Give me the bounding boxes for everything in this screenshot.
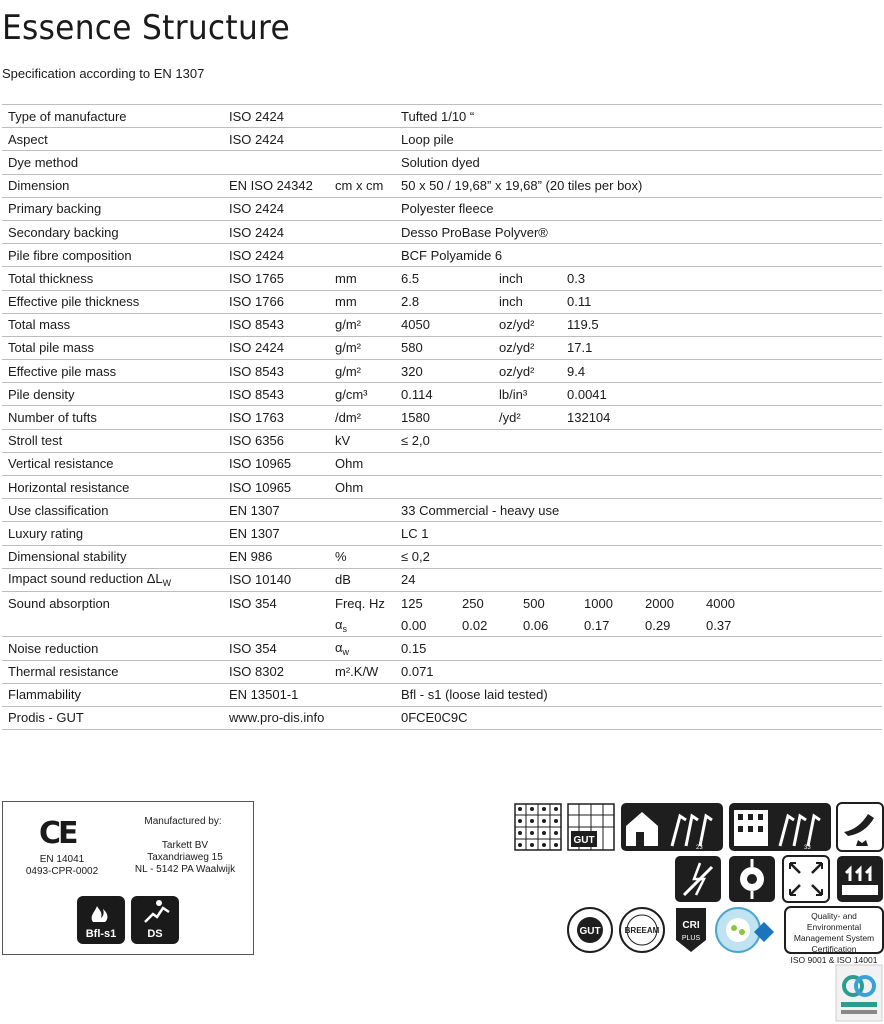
freq-value: 125 [401, 595, 423, 611]
row-value: LC 1 [395, 522, 882, 545]
row-value-imperial: 0.0041 [567, 386, 607, 402]
row-value: 50 x 50 / 19,68” x 19,68” (20 tiles per box) [395, 174, 882, 197]
fire-class-label: Bfl-s1 [85, 928, 117, 940]
qm-line-2: Management System Certification [793, 933, 875, 954]
row-value: Desso ProBase Polyver® [395, 220, 882, 243]
row-value: 0.114 [401, 386, 433, 402]
row-norm: ISO 2424 [223, 336, 329, 359]
table-row [2, 591, 882, 614]
row-norm: ISO 2424 [223, 128, 329, 151]
cri-text: CRI [682, 920, 700, 931]
table-row [2, 383, 882, 406]
row-label: Total thickness [2, 267, 223, 290]
row-unit-imperial: /yd² [499, 410, 521, 426]
row-unit [329, 522, 395, 545]
table-row [2, 406, 882, 429]
table-row [2, 174, 882, 197]
underfloor-heating-icon [836, 855, 884, 903]
cri-green-label-icon [674, 906, 708, 954]
qm-line-1: Quality- and Environmental [806, 911, 862, 932]
noise-unit: α [335, 639, 343, 655]
row-unit [329, 128, 395, 151]
row-value: 33 Commercial - heavy use [395, 499, 882, 522]
row-label: Noise reduction [2, 637, 223, 660]
row-norm: ISO 8302 [223, 660, 329, 683]
row-label: Stroll test [2, 429, 223, 452]
table-row [2, 429, 882, 452]
row-value-group [395, 336, 882, 359]
row-label: Primary backing [2, 197, 223, 220]
row-unit: g/m² [329, 360, 395, 383]
row-norm: ISO 10965 [223, 476, 329, 499]
row-norm: ISO 2424 [223, 220, 329, 243]
row-norm: ISO 8543 [223, 383, 329, 406]
table-row [2, 499, 882, 522]
dimensional-stability-icon [131, 896, 179, 944]
page-subtitle: Specification according to EN 1307 [2, 66, 205, 81]
breeam-logo-icon [618, 906, 666, 954]
row-norm: EN 986 [223, 545, 329, 568]
row-value: 320 [401, 363, 423, 379]
table-row [2, 637, 882, 660]
row-value-group [395, 290, 882, 313]
svg-text:GUT: GUT [579, 926, 601, 937]
table-row [2, 706, 882, 729]
ce-standard-line: EN 14041 [39, 854, 85, 865]
ce-standard [21, 854, 103, 878]
row-unit [329, 637, 395, 660]
row-label: Prodis - GUT [2, 706, 223, 729]
impact-label-sub: W [162, 578, 172, 589]
table-row [2, 360, 882, 383]
table-row [2, 290, 882, 313]
manufacturer-city: NL - 5142 PA Waalwijk [134, 864, 236, 875]
alpha-value: 0.29 [645, 617, 671, 633]
row-value: 2.8 [401, 294, 420, 310]
row-norm: EN 13501-1 [223, 683, 329, 706]
row-unit [329, 683, 395, 706]
table-row [2, 614, 882, 637]
row-value: Solution dyed [395, 151, 882, 174]
row-label: Dimension [2, 174, 223, 197]
row-norm: ISO 1765 [223, 267, 329, 290]
row-value [395, 452, 882, 475]
table-row [2, 522, 882, 545]
table-row [2, 128, 882, 151]
ce-mark: CE [39, 816, 76, 851]
freq-value: 4000 [706, 595, 735, 611]
row-value: 0FCE0C9C [395, 706, 882, 729]
gut-grid-icon [567, 803, 615, 851]
row-unit [329, 244, 395, 267]
row-norm: ISO 10965 [223, 452, 329, 475]
page-title: Essence Structure [2, 8, 291, 48]
row-unit-imperial: oz/yd² [499, 363, 535, 379]
use-class-33-text: 33 [804, 845, 811, 851]
row-unit: g/m² [329, 336, 395, 359]
row-unit: cm x cm [329, 174, 395, 197]
row-value-imperial: 119.5 [567, 317, 599, 333]
row-label: Secondary backing [2, 220, 223, 243]
row-value-imperial: 132104 [567, 410, 611, 426]
row-norm: ISO 6356 [223, 429, 329, 452]
table-row [2, 545, 882, 568]
row-value: ≤ 2,0 [395, 429, 882, 452]
freq-value: 500 [523, 595, 545, 611]
row-value [395, 476, 882, 499]
row-value-imperial: 0.11 [567, 294, 592, 310]
row-unit-imperial: oz/yd² [499, 317, 535, 333]
antistatic-icon [674, 855, 722, 903]
row-norm: EN 1307 [223, 499, 329, 522]
row-unit: Ohm [329, 476, 395, 499]
alpha-value: 0.37 [706, 617, 732, 633]
row-unit [329, 220, 395, 243]
row-norm: EN 1307 [223, 522, 329, 545]
alpha-value: 0.02 [462, 617, 488, 633]
row-value: 4050 [401, 317, 430, 333]
row-value-group [395, 406, 882, 429]
manufacturer-heading: Manufactured by: [144, 816, 222, 827]
row-value: Tufted 1/10 “ [395, 105, 882, 128]
row-value-group [395, 313, 882, 336]
row-unit: mm [329, 290, 395, 313]
castor-chair-icon [728, 855, 776, 903]
table-row [2, 452, 882, 475]
row-unit [329, 706, 395, 729]
row-label: Dye method [2, 151, 223, 174]
use-class-23-icon [620, 802, 724, 852]
row-norm [223, 614, 329, 637]
row-value: BCF Polyamide 6 [395, 244, 882, 267]
cri-plus-text: PLUS [681, 935, 701, 942]
table-row [2, 336, 882, 359]
row-norm: ISO 10140 [223, 568, 329, 591]
row-norm: ISO 354 [229, 595, 277, 611]
impact-label: Impact sound reduction ΔL [8, 571, 163, 587]
row-value-imperial: 9.4 [567, 363, 586, 379]
alpha-value: 0.06 [523, 617, 549, 633]
row-label: Dimensional stability [2, 545, 223, 568]
freq-values [395, 591, 882, 614]
row-value-group [395, 383, 882, 406]
table-row [2, 220, 882, 243]
row-unit: kV [329, 429, 395, 452]
use-class-33-icon [728, 802, 832, 852]
row-label: Use classification [2, 499, 223, 522]
row-unit [329, 105, 395, 128]
row-value: ≤ 0,2 [395, 545, 882, 568]
row-value: 0.15 [395, 637, 882, 660]
row-label: Aspect [2, 128, 223, 151]
ce-cpr-line: 0493-CPR-0002 [25, 866, 99, 877]
freq-value: 1000 [584, 595, 613, 611]
gut-text: GUT [573, 835, 595, 846]
row-norm: EN ISO 24342 [223, 174, 329, 197]
row-label [2, 614, 223, 637]
noise-unit-sub: w [342, 646, 350, 657]
row-unit-imperial: inch [499, 294, 523, 310]
row-label: Total pile mass [2, 336, 223, 359]
row-value: Loop pile [395, 128, 882, 151]
alpha-value: 0.17 [584, 617, 610, 633]
row-unit: % [329, 545, 395, 568]
table-row [2, 151, 882, 174]
row-norm: ISO 354 [223, 637, 329, 660]
row-value: Bfl - s1 (loose laid tested) [395, 683, 882, 706]
dimensional-stability-label: DS [147, 928, 163, 940]
row-label: Thermal resistance [2, 660, 223, 683]
row-norm: ISO 8543 [223, 360, 329, 383]
row-norm: ISO 2424 [223, 197, 329, 220]
table-row [2, 568, 882, 591]
row-norm: ISO 1766 [223, 290, 329, 313]
table-row [2, 244, 882, 267]
manufacturer-address [121, 840, 249, 876]
row-value: 1580 [401, 410, 430, 426]
table-row [2, 197, 882, 220]
row-unit-imperial: inch [499, 270, 523, 286]
ce-certificate-box [2, 801, 254, 955]
manufacturer-name: Tarkett BV [161, 840, 209, 851]
table-row [2, 683, 882, 706]
row-label: Type of manufacture [2, 105, 223, 128]
row-unit-imperial: oz/yd² [499, 340, 535, 356]
spec-table [2, 104, 882, 730]
row-label: Number of tufts [2, 406, 223, 429]
row-value: Polyester fleece [395, 197, 882, 220]
alpha-values [395, 614, 882, 637]
chair-castor-grid-icon [514, 803, 562, 851]
row-unit [329, 151, 395, 174]
qm-line-3: ISO 9001 & ISO 14001 [790, 955, 878, 965]
row-norm [223, 151, 329, 174]
row-label: Pile density [2, 383, 223, 406]
freq-value: 2000 [645, 595, 674, 611]
row-unit: Freq. Hz [335, 595, 385, 611]
row-unit: g/cm³ [329, 383, 395, 406]
row-label: Effective pile mass [2, 360, 223, 383]
row-unit [329, 614, 395, 637]
row-value: 24 [395, 568, 882, 591]
row-unit: Ohm [329, 452, 395, 475]
row-unit: mm [329, 267, 395, 290]
dimensional-arrows-icon [782, 855, 830, 903]
freq-value: 250 [462, 595, 484, 611]
row-value-imperial: 17.1 [567, 340, 593, 356]
row-value-imperial: 0.3 [567, 270, 586, 286]
table-row [2, 476, 882, 499]
alpha-symbol: α [335, 616, 343, 632]
row-label: Sound absorption [8, 595, 110, 611]
row-unit [329, 197, 395, 220]
row-value-group [395, 267, 882, 290]
table-row [2, 267, 882, 290]
row-label [2, 568, 223, 591]
breeam-text: BREEAM [624, 926, 660, 935]
row-value: 0.071 [395, 660, 882, 683]
fire-class-icon [77, 896, 125, 944]
table-row [2, 313, 882, 336]
alpha-sub: s [342, 623, 348, 634]
row-label: Luxury rating [2, 522, 223, 545]
row-label: Effective pile thickness [2, 290, 223, 313]
indoor-air-quality-icon [714, 906, 780, 954]
row-value: 580 [401, 340, 423, 356]
cradle-to-cradle-icon [835, 964, 883, 1022]
row-label: Horizontal resistance [2, 476, 223, 499]
alpha-value: 0.00 [401, 617, 427, 633]
table-row [2, 105, 882, 128]
manufacturer-street: Taxandriaweg 15 [147, 852, 223, 863]
gut-logo-icon [566, 906, 614, 954]
row-unit: dB [329, 568, 395, 591]
row-unit [329, 499, 395, 522]
row-norm: ISO 2424 [223, 105, 329, 128]
row-label: Vertical resistance [2, 452, 223, 475]
luxury-rating-icon [836, 802, 884, 852]
row-label: Pile fibre composition [2, 244, 223, 267]
row-unit: g/m² [329, 313, 395, 336]
row-label: Total mass [2, 313, 223, 336]
row-value: 6.5 [401, 270, 420, 286]
row-label: Flammability [2, 683, 223, 706]
row-unit: /dm² [329, 406, 395, 429]
quality-management-certification [784, 906, 884, 965]
row-unit: m².K/W [329, 660, 395, 683]
row-value-group [395, 360, 882, 383]
row-norm: ISO 1763 [223, 406, 329, 429]
use-class-23-text: 23 [696, 845, 703, 851]
table-row [2, 660, 882, 683]
row-norm: www.pro-dis.info [223, 706, 329, 729]
row-norm: ISO 8543 [223, 313, 329, 336]
row-unit-imperial: lb/in³ [499, 386, 528, 402]
row-norm: ISO 2424 [223, 244, 329, 267]
